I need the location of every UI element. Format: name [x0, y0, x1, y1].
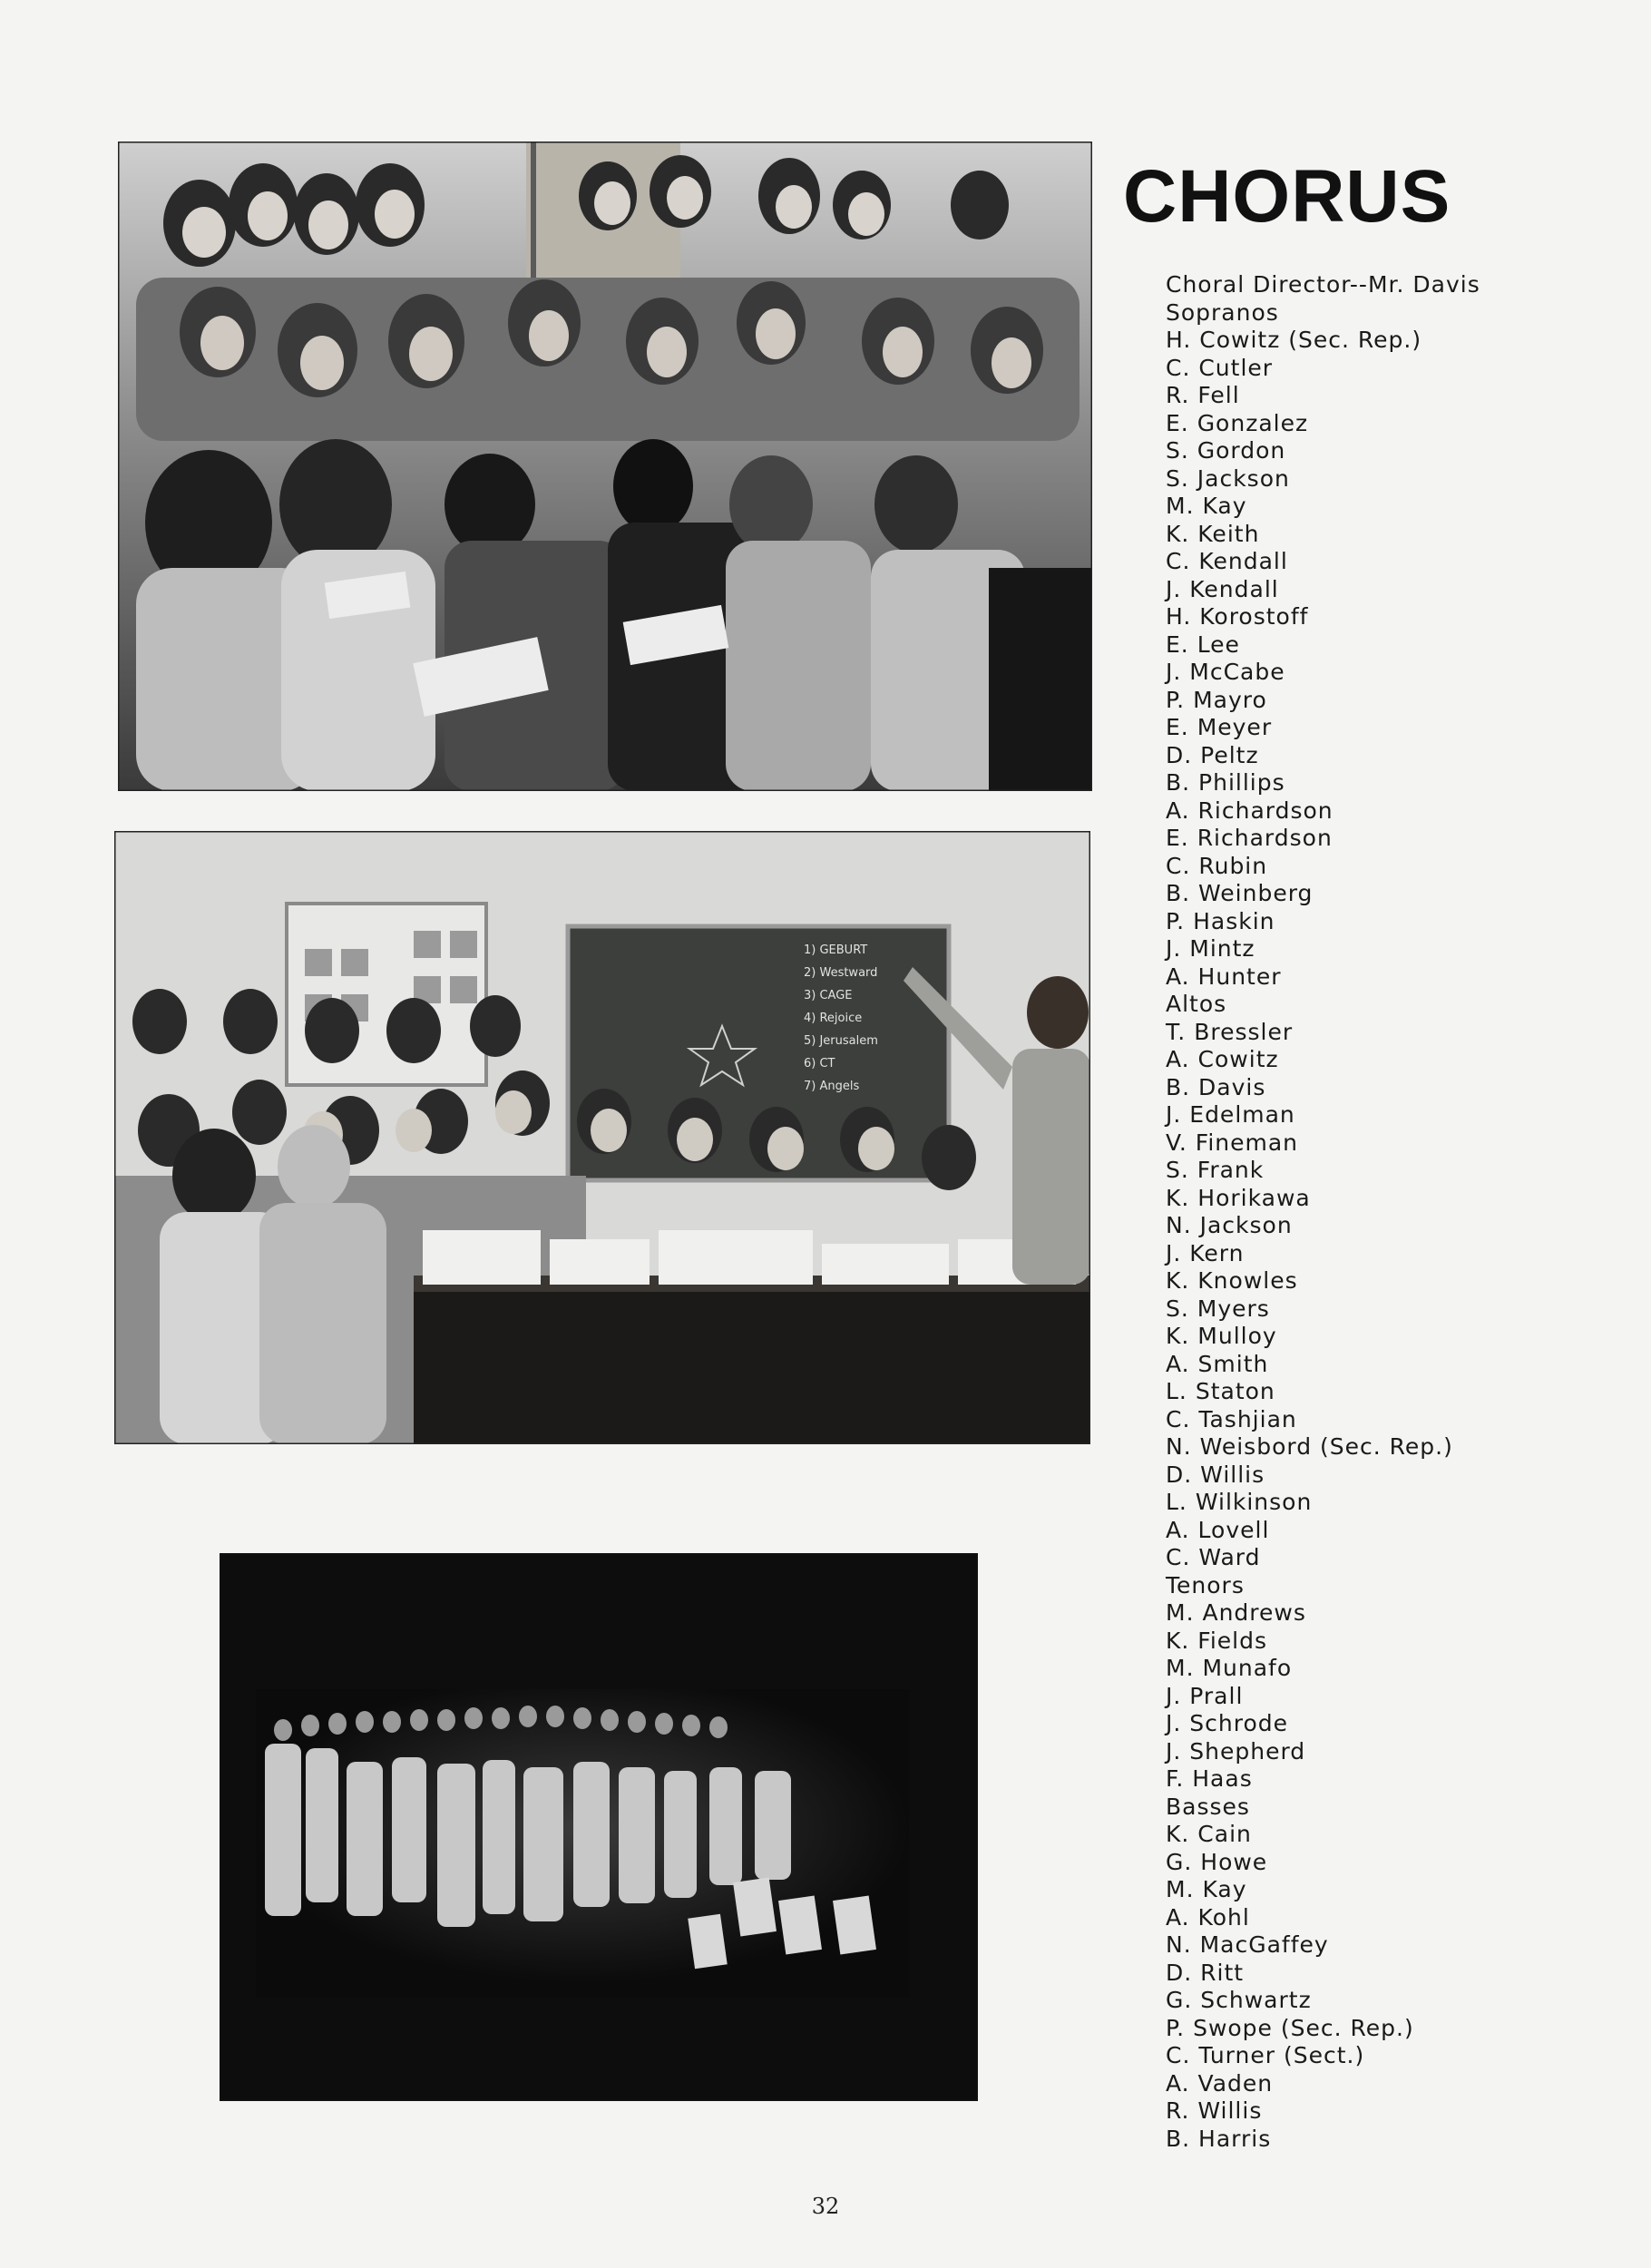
roster-entry: R. Willis [1166, 2097, 1263, 2124]
roster-entry: N. Jackson [1166, 1212, 1293, 1238]
roster-entry: Choral Director--Mr. Davis [1166, 271, 1480, 298]
roster-entry: P. Mayro [1166, 686, 1267, 713]
roster-entry: N. Weisbord (Sec. Rep.) [1166, 1433, 1453, 1460]
roster-entry: A. Lovell [1166, 1516, 1270, 1543]
roster-entry: A. Kohl [1166, 1903, 1250, 1931]
roster-entry: Sopranos [1166, 298, 1279, 326]
roster-entry: D. Willis [1166, 1461, 1265, 1488]
roster-entry: K. Fields [1166, 1627, 1268, 1654]
roster-entry: H. Cowitz (Sec. Rep.) [1166, 327, 1422, 353]
chorus-rehearsal-seated-students-photo [118, 142, 1092, 791]
roster-entry: R. Fell [1166, 382, 1240, 408]
roster-entry: P. Haskin [1166, 907, 1275, 934]
roster-entry: Tenors [1166, 1571, 1245, 1598]
roster-entry: A. Cowitz [1166, 1046, 1279, 1072]
roster-entry: K. Knowles [1166, 1267, 1298, 1294]
roster-entry: J. Prall [1166, 1682, 1244, 1709]
roster-entry: J. Kendall [1166, 575, 1279, 602]
roster-entry: M. Andrews [1166, 1599, 1306, 1626]
page-title: CHORUS [1123, 155, 1451, 238]
chorus-rehearsal-director-at-blackboard-photo [114, 831, 1090, 1444]
roster-entry: K. Cain [1166, 1821, 1252, 1847]
roster-entry: B. Harris [1166, 2125, 1272, 2152]
roster-entry: C. Ward [1166, 1544, 1261, 1570]
roster-entry: B. Davis [1166, 1073, 1266, 1100]
roster-entry: A. Hunter [1166, 963, 1282, 990]
roster-entry: D. Peltz [1166, 741, 1259, 768]
roster-entry: S. Myers [1166, 1295, 1270, 1322]
chorus-stage-performance-photo [220, 1553, 978, 2101]
roster-entry: C. Tashjian [1166, 1405, 1297, 1432]
roster-entry: Altos [1166, 991, 1227, 1017]
roster-entry: J. Schrode [1166, 1710, 1288, 1736]
roster-entry: E. Meyer [1166, 714, 1273, 740]
roster-entry: S. Jackson [1166, 464, 1290, 492]
roster-entry: G. Schwartz [1166, 1987, 1312, 2013]
roster-entry: M. Kay [1166, 493, 1247, 519]
roster-entry: K. Keith [1166, 520, 1260, 547]
roster-entry: M. Kay [1166, 1876, 1247, 1902]
roster-entry: J. Edelman [1166, 1101, 1295, 1128]
chorus-roster-list [1166, 271, 1480, 2153]
roster-entry: C. Kendall [1166, 548, 1288, 574]
roster-entry: H. Korostoff [1166, 603, 1309, 630]
roster-entry: S. Gordon [1166, 437, 1286, 464]
blackboard-line: 1) GEBURT [804, 943, 868, 957]
roster-entry: E. Richardson [1166, 825, 1333, 851]
roster-entry: N. MacGaffey [1166, 1931, 1329, 1958]
roster-entry: C. Turner (Sect.) [1166, 2042, 1365, 2068]
blackboard-line: 5) Jerusalem [804, 1034, 878, 1048]
page-number: 32 [811, 2194, 840, 2219]
roster-entry: K. Horikawa [1166, 1184, 1311, 1211]
blackboard-line: 4) Rejoice [804, 1012, 863, 1025]
performance-photo-image [220, 1553, 978, 2101]
roster-entry: S. Frank [1166, 1157, 1265, 1183]
roster-entry: J. Shepherd [1166, 1737, 1306, 1765]
roster-entry: D. Ritt [1166, 1959, 1245, 1986]
roster-entry: M. Munafo [1166, 1655, 1293, 1681]
roster-entry: B. Phillips [1166, 769, 1285, 796]
roster-entry: J. McCabe [1166, 659, 1285, 685]
roster-entry: G. Howe [1166, 1848, 1268, 1875]
blackboard-line: 6) CT [804, 1057, 835, 1070]
roster-entry: A. Richardson [1166, 797, 1334, 824]
roster-entry: L. Staton [1166, 1378, 1275, 1404]
blackboard-line: 2) Westward [804, 966, 878, 980]
roster-entry: J. Mintz [1166, 935, 1255, 962]
roster-entry: T. Bressler [1166, 1018, 1294, 1045]
roster-entry: P. Swope (Sec. Rep.) [1166, 2014, 1414, 2041]
rehearsal-photo-2-image [114, 831, 1090, 1444]
roster-entry: E. Gonzalez [1166, 409, 1309, 436]
rehearsal-photo-1-image [118, 142, 1092, 791]
roster-entry: J. Kern [1166, 1239, 1245, 1266]
roster-entry: A. Vaden [1166, 2069, 1274, 2097]
roster-entry: Basses [1166, 1793, 1250, 1820]
roster-entry: B. Weinberg [1166, 880, 1314, 906]
roster-entry: F. Haas [1166, 1765, 1253, 1792]
blackboard-line: 3) CAGE [804, 989, 853, 1002]
blackboard-line: 7) Angels [804, 1080, 860, 1093]
roster-entry: V. Fineman [1166, 1129, 1299, 1156]
roster-entry: C. Cutler [1166, 354, 1274, 381]
roster-entry: C. Rubin [1166, 852, 1268, 879]
roster-entry: L. Wilkinson [1166, 1489, 1313, 1515]
roster-entry: A. Smith [1166, 1350, 1269, 1377]
roster-entry: E. Lee [1166, 631, 1240, 658]
roster-entry: K. Mulloy [1166, 1323, 1277, 1349]
